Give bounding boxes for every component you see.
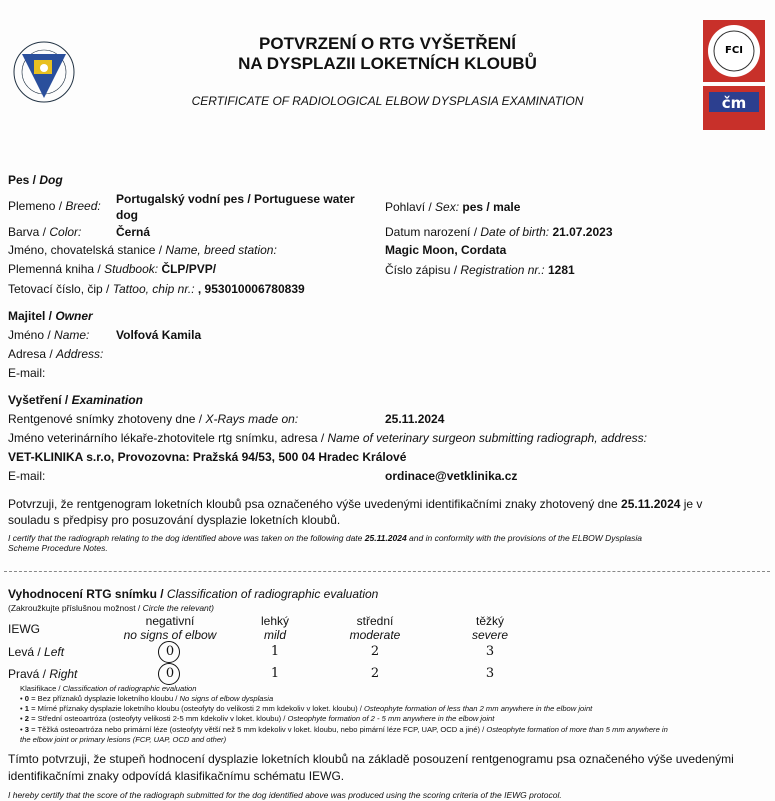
final-en: I hereby certify that the score of the radiograph submitted for the dog identified above was produced using the scoring criteria of the IEWG protocol. (8, 790, 562, 800)
right-grade-0[interactable]: 0 (165, 666, 175, 681)
subtitle: CERTIFICATE OF RADIOLOGICAL ELBOW DYSPLASIA EXAMINATION (191, 94, 584, 108)
right-grade-1[interactable]: 1 (270, 666, 280, 681)
exam-heading: Vyšetření / Examination (8, 393, 143, 407)
dog-heading: Pes / Dog (8, 173, 63, 187)
legend-item: • 1 = Mírné příznaky dysplazie loketního kloubu (osteofyty do velikosti 2 mm kdekoliv v loket. kloubu) / Osteophyte formation of less than 2 mm anywhere in the elbow joint (20, 704, 593, 713)
breed-value-2: dog (116, 208, 138, 222)
col-negative: negativní no signs of elbow (123, 614, 217, 642)
vet-email-label: E-mail: (8, 469, 46, 483)
left-grade-2[interactable]: 2 (370, 644, 380, 659)
legend-item: • 0 = Bez příznaků dysplazie loketního kloubu / No signs of elbow dysplasia (20, 694, 274, 703)
color-label: Barva / Color: (8, 225, 82, 239)
breed-label: Plemeno / Breed: (8, 199, 101, 213)
divider (4, 571, 770, 572)
col-mild: lehký mild (260, 614, 289, 642)
owner-email-label: E-mail: (8, 366, 46, 380)
right-grade-3[interactable]: 3 (485, 666, 495, 681)
chip-field: Tetovací číslo, čip / Tattoo, chip nr.: , 953010006780839 (8, 282, 305, 296)
confirm-en-2: Scheme Procedure Notes. (8, 543, 108, 553)
legend-title: Klasifikace / Classification of radiographic evaluation (20, 684, 197, 693)
svg-text:FCI: FCI (725, 45, 743, 56)
sex-field: Pohlaví / Sex: pes / male (385, 200, 521, 214)
left-grade-0[interactable]: 0 (165, 644, 175, 659)
confirm-cz-2: souladu s předpisy pro posuzování dysplazie loketních kloubů. (8, 513, 341, 527)
dob-field: Datum narození / Date of birth: 21.07.2023 (385, 225, 613, 239)
name-value: Magic Moon, Cordata (385, 243, 507, 257)
col-severe: těžký severe (471, 614, 509, 642)
vet-email-value: ordinace@vetklinika.cz (385, 469, 518, 483)
row-right-label: Pravá / Right (8, 667, 78, 681)
registration-field: Číslo zápisu / Registration nr.: 1281 (385, 263, 575, 277)
right-grade-2[interactable]: 2 (370, 666, 380, 681)
final-cz-2: identifikačními znaky odpovídá klasifikačnímu schématu IEWG. (8, 769, 345, 783)
vet-value: VET-KLINIKA s.r.o, Provozovna: Pražská 94/53, 500 04 Hradec Králové (8, 450, 407, 464)
eval-hint: (Zakroužkujte příslušnou možnost / Circle the relevant) (8, 603, 214, 613)
col-moderate: střední moderate (349, 614, 401, 642)
owner-address-label: Adresa / Address: (8, 347, 104, 361)
left-grade-1[interactable]: 1 (270, 644, 280, 659)
row-left-label: Levá / Left (8, 645, 65, 659)
legend-item: • 2 = Střední osteoartróza (osteofyty velikosti 2-5 mm kdekoliv v loket. kloubu) / Osteophyte formation of 2 - 5 mm anywhere in the elbow joint (20, 714, 495, 723)
name-label: Jméno, chovatelská stanice / Name, breed station: (8, 243, 277, 257)
studbook-field: Plemenná kniha / Studbook: ČLP/PVP/ (8, 262, 217, 276)
xray-date: 25.11.2024 (385, 412, 445, 426)
scheme-label: IEWG (8, 622, 40, 636)
legend-item-cont: the elbow joint or primary lesions (FCP, UAP, OCD and other) (20, 735, 227, 744)
left-grade-3[interactable]: 3 (485, 644, 495, 659)
owner-name-value: Volfová Kamila (116, 328, 202, 342)
svg-text:čm: čm (721, 94, 747, 112)
vet-label: Jméno veterinárního lékaře-zhotovitele rtg snímku, adresa / Name of veterinary surgeon submitting radiograph, address: (8, 431, 647, 445)
owner-name-label: Jméno / Name: (8, 328, 90, 342)
confirm-cz-1: Potvrzuji, že rentgenogram loketních kloubů psa označeného výše uvedenými identifikačními znaky zhotovený dne 25.11.2024 je v (8, 497, 703, 511)
title-line2: NA DYSPLAZII LOKETNÍCH KLOUBŮ (238, 54, 537, 73)
breed-value-1: Portugalský vodní pes / Portuguese water (116, 192, 355, 206)
title-line1: POTVRZENÍ O RTG VYŠETŘENÍ (259, 34, 516, 53)
eval-heading: Vyhodnocení RTG snímku / Classification of radiographic evaluation (8, 587, 379, 601)
final-cz-1: Tímto potvrzuji, že stupeň hodnocení dysplazie loketních kloubů na základě posouzení rentgenogramu psa označeného výše uvedenými (8, 752, 734, 766)
legend-item: • 3 = Těžká osteoartróza nebo primární léze (osteofyty větší než 5 mm kdekoliv v loket. kloubu, nebo pimární léze FCP, UAP, OCD a jiné) / Osteophyte formation of more than 5 mm anywhere in (20, 725, 668, 734)
xray-label: Rentgenové snímky zhotoveny dne / X-Rays made on: (8, 412, 299, 426)
confirm-en-1: I certify that the radiograph relating to the dog identified above was taken on the following date 25.11.2024 and in conformity with the provisions of the ELBOW Dysplasia (8, 533, 642, 543)
color-value: Černá (116, 225, 151, 239)
owner-heading: Majitel / Owner (8, 309, 93, 323)
